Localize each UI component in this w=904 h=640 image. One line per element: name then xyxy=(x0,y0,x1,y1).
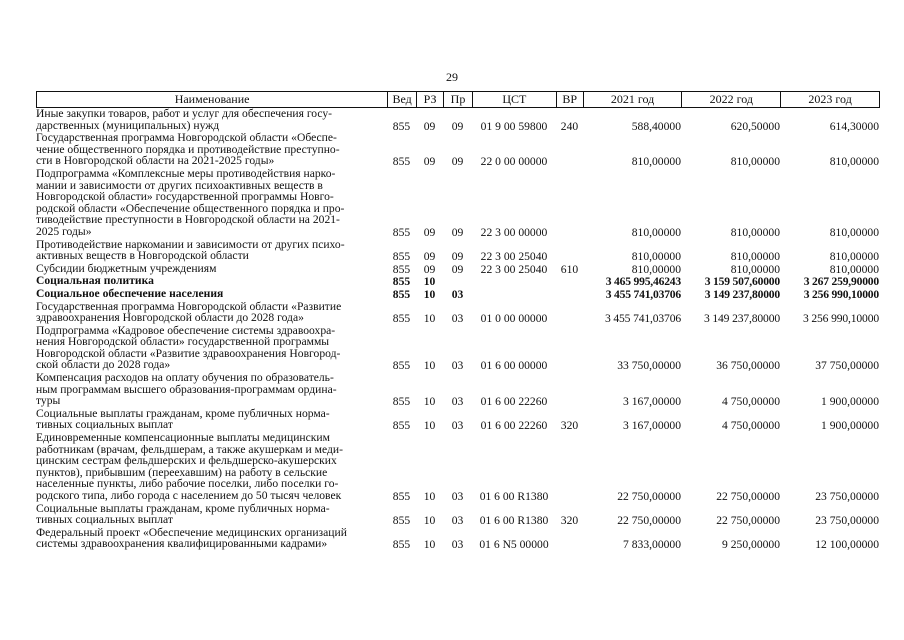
cell-name xyxy=(36,372,387,408)
cell-name-line: Социальное обеспечение населения xyxy=(36,286,224,300)
cell-name-line: Социальная политика xyxy=(36,274,154,288)
cell-ved: 855 xyxy=(392,538,411,552)
cell-pr: 09 xyxy=(451,155,464,169)
cell-name-line: ской области до 2028 года» xyxy=(36,358,171,372)
cell-name-line: Государственная программа Новгородской области «Обеспе- xyxy=(36,131,337,145)
cell-2022: 810,00000 xyxy=(730,262,780,276)
cell-2023: 1 900,00000 xyxy=(821,395,879,409)
header-cst: ЦСТ xyxy=(472,92,556,107)
cell-name xyxy=(36,301,387,325)
page-number: 29 xyxy=(446,70,458,84)
cell-rz: 10 xyxy=(423,538,436,552)
cell-name-line: ным программам высшего образования-программам ордина- xyxy=(36,382,337,396)
cell-2022: 810,00000 xyxy=(730,250,780,264)
cell-name-line: активных веществ в Новгородской области xyxy=(36,249,249,263)
cell-name-line: туры xyxy=(36,394,61,408)
cell-name-line: Иные закупки товаров, работ и услуг для обеспечения госу- xyxy=(36,107,333,120)
header-pr: Пр xyxy=(443,92,472,107)
cell-name-line: дарственных (муниципальных) нужд xyxy=(36,118,220,132)
cell-2021: 588,40000 xyxy=(631,119,681,133)
cell-name-line: здравоохранения Новгородской области до 2028 года» xyxy=(36,311,304,325)
cell-name-line: Единовременные компенсационные выплаты медицинским xyxy=(36,431,330,445)
cell-pr: 03 xyxy=(451,514,464,528)
cell-cst: 01 6 00 22260 xyxy=(480,395,548,409)
cell-2021: 810,00000 xyxy=(631,225,681,239)
cell-name-line: Противодействие наркомании и зависимости от других психо- xyxy=(36,237,345,251)
cell-name xyxy=(36,408,387,432)
table-row xyxy=(36,108,880,132)
cell-ved: 855 xyxy=(392,262,411,276)
cell-rz: 09 xyxy=(423,250,436,264)
table-row xyxy=(36,288,880,301)
cell-2021: 810,00000 xyxy=(631,155,681,169)
cell-2023: 810,00000 xyxy=(829,155,879,169)
cell-pr: 03 xyxy=(451,395,464,409)
cell-pr: 03 xyxy=(451,359,464,373)
cell-2022: 620,50000 xyxy=(730,119,780,133)
cell-cst: 22 3 00 25040 xyxy=(480,262,548,276)
cell-rz: 10 xyxy=(423,490,436,503)
cell-name-line: системы здравоохранения квалифицированными кадрами» xyxy=(36,537,328,551)
cell-rz: 10 xyxy=(423,395,436,409)
table-row xyxy=(36,408,880,432)
cell-cst: 01 6 N5 00000 xyxy=(479,538,549,552)
cell-2021: 3 455 741,03706 xyxy=(605,287,681,301)
cell-ved: 855 xyxy=(392,287,411,301)
cell-ved: 855 xyxy=(392,490,411,503)
cell-cst: 22 3 00 00000 xyxy=(480,225,548,239)
cell-pr: 09 xyxy=(451,250,464,264)
cell-rz: 09 xyxy=(423,119,436,133)
cell-rz: 09 xyxy=(423,262,436,276)
table-row xyxy=(36,372,880,408)
cell-name xyxy=(36,432,387,503)
cell-cst: 22 0 00 00000 xyxy=(480,155,548,169)
table-row xyxy=(36,263,880,276)
cell-name-line: Федеральный проект «Обеспечение медицинских организаций xyxy=(36,525,347,539)
cell-name-line: тивных социальных выплат xyxy=(36,418,173,432)
cell-name xyxy=(36,239,387,263)
cell-pr: 03 xyxy=(451,538,464,552)
cell-pr: 03 xyxy=(451,312,464,326)
cell-name-line: Компенсация расходов на оплату обучения по образователь- xyxy=(36,371,334,385)
cell-2021: 3 465 995,46243 xyxy=(605,275,681,289)
cell-cst: 01 6 00 22260 xyxy=(480,419,548,433)
cell-2023: 23 750,00000 xyxy=(815,514,879,528)
cell-cst: 22 3 00 25040 xyxy=(480,250,548,264)
cell-ved: 855 xyxy=(392,312,411,326)
cell-2023: 23 750,00000 xyxy=(815,490,879,503)
cell-cst: 01 6 00 00000 xyxy=(480,359,548,373)
cell-name-line: чение общественного порядка и противодействие преступно- xyxy=(36,142,340,156)
cell-name-line: нения Новгородской области» государственной программы xyxy=(36,335,330,349)
cell-ved: 855 xyxy=(392,275,411,289)
cell-ved: 855 xyxy=(392,514,411,528)
cell-rz: 09 xyxy=(423,155,436,169)
table-row xyxy=(36,239,880,263)
cell-pr: 09 xyxy=(451,225,464,239)
cell-2022: 9 250,00000 xyxy=(722,538,780,552)
cell-name-line: Субсидии бюджетным учреждениям xyxy=(36,261,217,275)
cell-name-line: сти в Новгородской области на 2021-2025 годы» xyxy=(36,154,275,168)
table-row xyxy=(36,503,880,527)
cell-ved: 855 xyxy=(392,395,411,409)
cell-ved: 855 xyxy=(392,359,411,373)
table-row xyxy=(36,325,880,372)
cell-2023: 12 100,00000 xyxy=(815,538,879,552)
cell-2023: 810,00000 xyxy=(829,250,879,264)
cell-2021: 33 750,00000 xyxy=(617,359,681,373)
cell-2021: 3 455 741,03706 xyxy=(604,312,681,326)
cell-name xyxy=(36,325,387,372)
table-row xyxy=(36,527,880,551)
cell-2022: 36 750,00000 xyxy=(716,359,780,373)
cell-2022: 3 149 237,80000 xyxy=(704,287,780,301)
cell-rz: 10 xyxy=(423,359,436,373)
cell-ved: 855 xyxy=(392,119,411,133)
cell-name-line: Социальные выплаты гражданам, кроме публичных норма- xyxy=(36,406,330,420)
cell-2021: 3 167,00000 xyxy=(623,395,681,409)
cell-name-line: работникам (врачам, фельдшерам, а также акушеркам и меди- xyxy=(36,442,343,456)
cell-pr: 03 xyxy=(451,287,464,301)
cell-name-line: тиводействие преступности в Новгородской области на 2021- xyxy=(36,213,340,227)
header-2021: 2021 год xyxy=(583,92,682,107)
table-row xyxy=(36,432,880,503)
cell-2022: 4 750,00000 xyxy=(722,419,780,433)
cell-name-line: Новгородской области «Развитие здравоохранения Новгород- xyxy=(36,346,341,360)
cell-2022: 810,00000 xyxy=(730,155,780,169)
header-2022: 2022 год xyxy=(681,92,780,107)
cell-name-line: Социальные выплаты гражданам, кроме публичных норма- xyxy=(36,501,330,515)
cell-name-line: Новгородской области» государственной программы Новго- xyxy=(36,190,334,204)
cell-name-line: населенные пункты, либо рабочие поселки, либо поселки го- xyxy=(36,477,339,491)
cell-2021: 22 750,00000 xyxy=(617,490,681,503)
header-ved: Вед xyxy=(387,92,416,107)
cell-2021: 3 167,00000 xyxy=(623,419,681,433)
cell-ved: 855 xyxy=(392,225,411,239)
cell-name xyxy=(36,168,387,239)
cell-name-line: Подпрограмма «Кадровое обеспечение системы здравоохра- xyxy=(36,323,336,337)
header-rz: РЗ xyxy=(416,92,443,107)
header-vr: ВР xyxy=(556,92,583,107)
cell-name-line: мании и зависимости от других психоактивных веществ в xyxy=(36,178,323,192)
cell-2023: 614,30000 xyxy=(829,119,879,133)
cell-cst: 01 9 00 59800 xyxy=(480,119,548,133)
cell-2022: 3 149 237,80000 xyxy=(703,312,780,326)
cell-2021: 810,00000 xyxy=(631,262,681,276)
cell-name-line: тивных социальных выплат xyxy=(36,513,173,527)
cell-ved: 855 xyxy=(392,419,411,433)
cell-2022: 22 750,00000 xyxy=(716,514,780,528)
cell-vr: 320 xyxy=(560,419,579,433)
cell-2021: 7 833,00000 xyxy=(623,538,681,552)
cell-2023: 3 267 259,90000 xyxy=(803,275,879,289)
header-2023: 2023 год xyxy=(780,92,879,107)
cell-cst: 01 6 00 R1380 xyxy=(479,514,549,528)
cell-name xyxy=(36,503,387,527)
cell-ved: 855 xyxy=(392,250,411,264)
cell-rz: 10 xyxy=(423,287,436,301)
cell-vr: 320 xyxy=(560,514,579,528)
cell-2023: 37 750,00000 xyxy=(815,359,879,373)
cell-2023: 810,00000 xyxy=(829,225,879,239)
cell-name-line: цинским сестрам фельдшерских и фельдшерско-акушерских xyxy=(36,454,337,468)
cell-name-line: Подпрограмма «Комплексные меры противодействия нарко- xyxy=(36,166,336,180)
cell-2023: 810,00000 xyxy=(829,262,879,276)
table-row xyxy=(36,168,880,239)
cell-rz: 10 xyxy=(423,275,436,289)
cell-name-line: пунктов), прибывшим (переехавшим) на работу в сельские xyxy=(36,465,328,479)
cell-2023: 1 900,00000 xyxy=(821,419,879,433)
cell-pr: 09 xyxy=(451,119,464,133)
cell-vr: 240 xyxy=(560,119,579,133)
cell-2022: 22 750,00000 xyxy=(716,490,780,503)
cell-2023: 3 256 990,10000 xyxy=(803,287,879,301)
cell-pr: 03 xyxy=(451,490,464,503)
cell-name xyxy=(36,108,387,132)
cell-name-line: родской области «Обеспечение общественного порядка и про- xyxy=(36,201,345,215)
table-header xyxy=(36,91,880,108)
cell-name-line: родского типа, либо города с населением до 50 тысяч человек xyxy=(36,489,342,502)
cell-name-line: Государственная программа Новгородской области «Развитие xyxy=(36,299,342,313)
cell-cst: 01 0 00 00000 xyxy=(480,312,548,326)
cell-pr: 09 xyxy=(451,262,464,276)
cell-name xyxy=(36,132,387,168)
table-row xyxy=(36,132,880,168)
table-row xyxy=(36,301,880,325)
cell-2021: 810,00000 xyxy=(631,250,681,264)
cell-name xyxy=(36,288,387,301)
cell-rz: 10 xyxy=(423,312,436,326)
cell-2022: 4 750,00000 xyxy=(722,395,780,409)
cell-ved: 855 xyxy=(392,155,411,169)
cell-2023: 3 256 990,10000 xyxy=(802,312,879,326)
cell-2022: 810,00000 xyxy=(730,225,780,239)
cell-cst: 01 6 00 R1380 xyxy=(479,490,549,503)
cell-2022: 3 159 507,60000 xyxy=(704,275,780,289)
header-name: Наименование xyxy=(174,92,250,106)
cell-vr: 610 xyxy=(560,262,579,276)
cell-name-line: 2025 годы» xyxy=(36,224,92,238)
cell-name xyxy=(36,527,387,551)
cell-rz: 09 xyxy=(423,225,436,239)
cell-pr: 03 xyxy=(451,419,464,433)
cell-2021: 22 750,00000 xyxy=(617,514,681,528)
table-body xyxy=(36,108,880,551)
cell-rz: 10 xyxy=(423,514,436,528)
cell-rz: 10 xyxy=(423,419,436,433)
